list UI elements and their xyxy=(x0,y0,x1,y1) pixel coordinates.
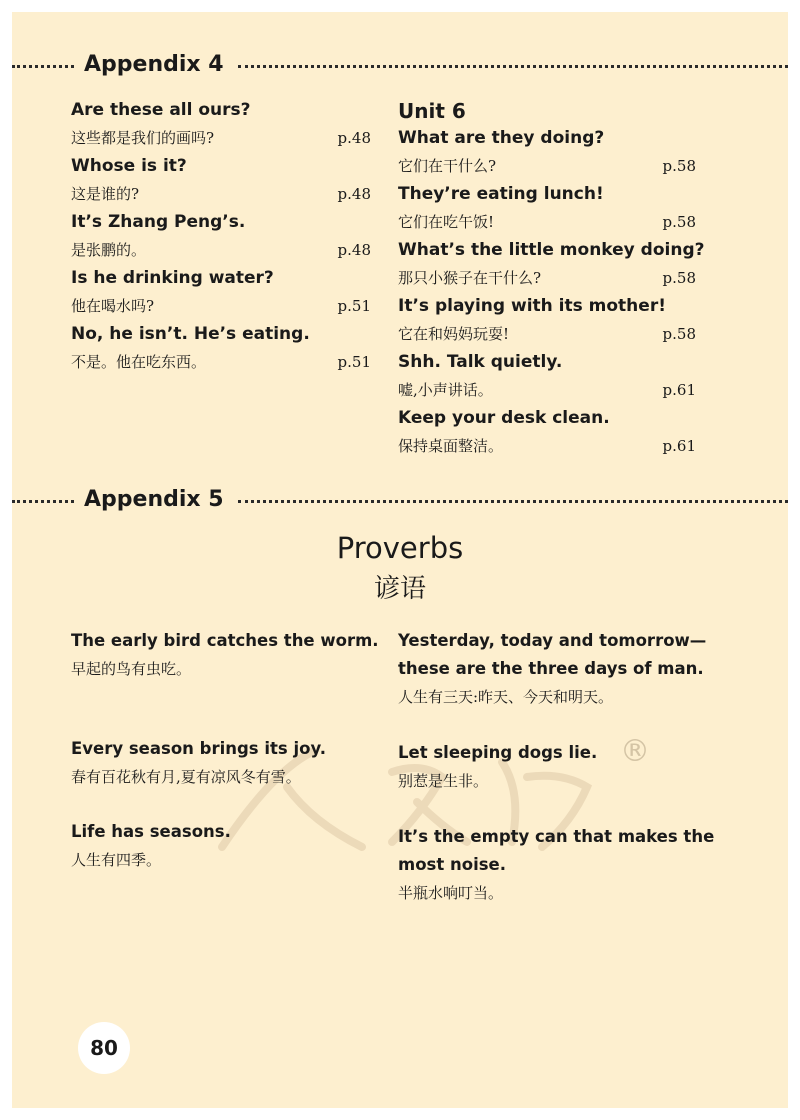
heading-rule-right xyxy=(238,65,788,68)
phrase-item xyxy=(398,236,705,292)
page-reference: p.58 xyxy=(662,325,696,343)
proverb-chinese: 人生有三天:昨天、今天和明天。 xyxy=(398,688,614,706)
page-reference: p.48 xyxy=(337,185,371,203)
proverb-chinese: 早起的鸟有虫吃。 xyxy=(71,660,192,678)
phrase-english: What are they doing? xyxy=(398,128,605,148)
phrase-item xyxy=(398,124,696,180)
proverb-chinese: 别惹是生非。 xyxy=(398,772,489,790)
page-number: 80 xyxy=(78,1022,130,1074)
phrase-english: No, he isn’t. He’s eating. xyxy=(71,324,310,344)
proverb-english: Let sleeping dogs lie. xyxy=(398,743,598,762)
phrase-chinese: 嘘,小声讲话。 p.61 xyxy=(398,376,696,404)
page-reference: p.61 xyxy=(662,381,696,399)
appendix5-heading: Appendix 5 xyxy=(84,487,224,512)
phrase-english: They’re eating lunch! xyxy=(398,184,604,204)
phrase-item xyxy=(71,264,371,320)
proverb-chinese: 人生有四季。 xyxy=(71,851,162,869)
phrase-english: It’s Zhang Peng’s. xyxy=(71,212,246,232)
phrase-english: Whose is it? xyxy=(71,156,187,176)
appendix4-heading: Appendix 4 xyxy=(84,52,224,77)
unit-title: Unit 6 xyxy=(398,99,466,123)
proverb-english: most noise. xyxy=(398,855,506,874)
proverb-english: It’s the empty can that makes the xyxy=(398,827,715,846)
phrase-chinese: 那只小猴子在干什么? p.58 xyxy=(398,264,696,292)
phrase-english: Shh. Talk quietly. xyxy=(398,352,563,372)
heading-rule-left xyxy=(12,500,74,503)
page-reference: p.58 xyxy=(662,157,696,175)
proverbs-title-chinese: 谚语 xyxy=(373,574,426,604)
page-reference: p.48 xyxy=(337,241,371,259)
proverb-english: Every season brings its joy. xyxy=(71,739,326,758)
proverbs-title: Proverbs xyxy=(336,531,464,565)
proverb-item xyxy=(71,735,326,791)
phrase-item xyxy=(71,208,371,264)
phrase-english: Keep your desk clean. xyxy=(398,408,610,428)
proverb-english: The early bird catches the worm. xyxy=(71,631,379,650)
proverb-item xyxy=(398,739,597,795)
phrase-chinese: 这是谁的? p.48 xyxy=(71,180,371,208)
proverb-chinese: 春有百花秋有月,夏有凉风冬有雪。 xyxy=(71,768,301,786)
phrase-english: It’s playing with its mother! xyxy=(398,296,666,316)
book-page xyxy=(12,12,788,1108)
proverb-english: Life has seasons. xyxy=(71,822,231,841)
page-reference: p.48 xyxy=(337,129,371,147)
proverb-english: these are the three days of man. xyxy=(398,659,704,678)
phrase-chinese: 不是。他在吃东西。 p.51 xyxy=(71,348,371,376)
registered-mark-icon: ® xyxy=(620,734,650,769)
page-reference: p.58 xyxy=(662,213,696,231)
phrase-chinese: 他在喝水吗? p.51 xyxy=(71,292,371,320)
proverb-item xyxy=(71,627,379,683)
page-reference: p.58 xyxy=(662,269,696,287)
phrase-english: What’s the little monkey doing? xyxy=(398,240,705,260)
phrase-chinese: 它们在干什么? p.58 xyxy=(398,152,696,180)
phrase-english: Is he drinking water? xyxy=(71,268,274,288)
phrase-chinese: 它们在吃午饭! p.58 xyxy=(398,208,696,236)
phrase-item xyxy=(398,180,696,236)
appendix4-left-column xyxy=(71,96,371,376)
proverb-item xyxy=(71,818,231,874)
proverb-english: Yesterday, today and tomorrow— xyxy=(398,631,707,650)
proverb-item xyxy=(398,627,706,711)
phrase-item xyxy=(71,152,371,208)
phrase-chinese: 是张鹏的。 p.48 xyxy=(71,236,371,264)
heading-rule-right xyxy=(238,500,788,503)
phrase-item xyxy=(398,404,696,460)
phrase-item xyxy=(71,320,371,376)
phrase-chinese: 它在和妈妈玩耍! p.58 xyxy=(398,320,696,348)
phrase-item xyxy=(398,292,696,348)
proverb-item xyxy=(398,823,714,907)
proverb-chinese: 半瓶水响叮当。 xyxy=(398,884,504,902)
phrase-item xyxy=(398,348,696,404)
phrase-chinese: 保持桌面整洁。 p.61 xyxy=(398,432,696,460)
appendix4-right-column xyxy=(398,98,705,460)
heading-rule-left xyxy=(12,65,74,68)
phrase-english: Are these all ours? xyxy=(71,100,251,120)
phrase-item xyxy=(71,96,371,152)
page-reference: p.51 xyxy=(337,353,371,371)
page-reference: p.61 xyxy=(662,437,696,455)
phrase-chinese: 这些都是我们的画吗? p.48 xyxy=(71,124,371,152)
page-reference: p.51 xyxy=(337,297,371,315)
